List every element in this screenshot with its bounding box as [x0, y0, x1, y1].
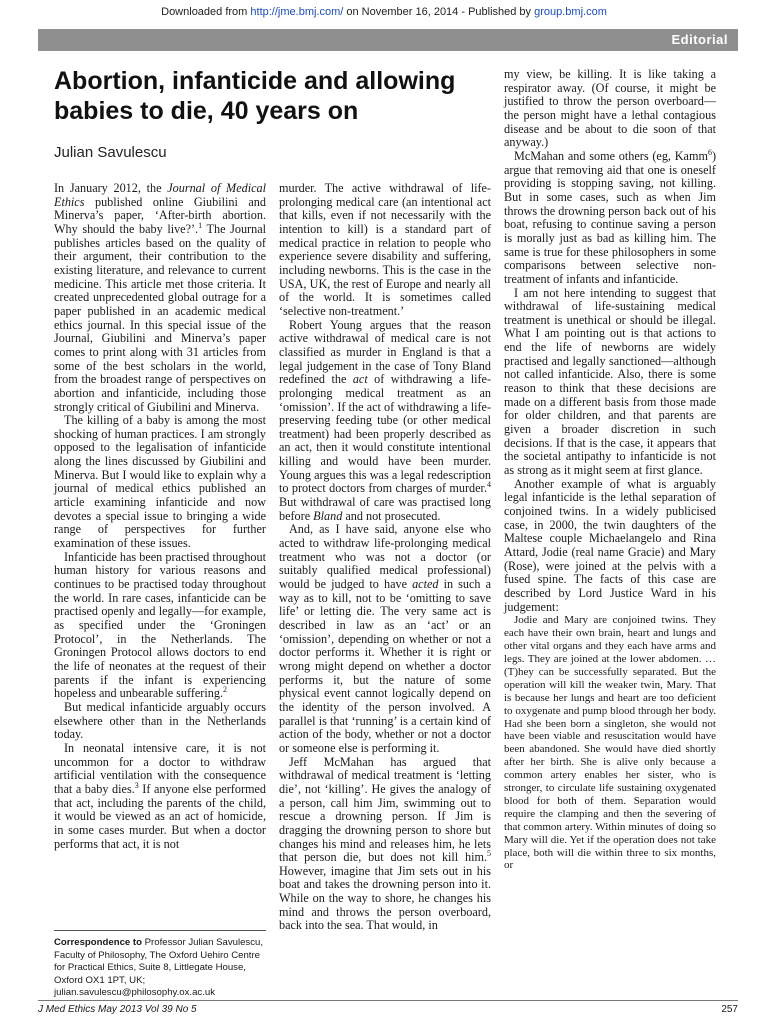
paragraph: In neonatal intensive care, it is not uncommon for a doctor to withdraw artificial ventilation with the consequence that a baby dies.$^3$ If anyone else performed that act, including the parents of the child, it would be viewed as an act of homicide, in some cases murder. But when a doctor performs that act, it is not: [54, 740, 267, 851]
reference-marker[interactable]: 1: [198, 220, 203, 230]
column-2: [279, 182, 491, 933]
paragraph: Jeff McMahan has argued that withdrawal of medical treatment is ‘letting die’, not ‘killing’. He gives the analogy of a person, call him Jim, swimming out to rescue a drowning person. If Jim is dragging the drowning person to shore but changes his mind and releases him, he lets that person die, but does not kill him.$^5$ However, imagine that Jim sets out in his boat and takes the drowning person into it. While on the way to shore, he changes his mind and throws the person overboard, back into the sea. That would, in: [279, 754, 491, 933]
paragraph: murder. The active withdrawal of life-prolonging medical care (an intentional act that kills, even if not necessarily with the intention to kill) is a standard part of medical practice in relation to people who experience severe disability and suffering, including newborns. This is the case in the USA, UK, the rest of Europe and nearly all of the world. It is sometimes called ‘selective non-treatment.’: [279, 181, 491, 318]
page-number: 257: [721, 1004, 738, 1015]
paragraph: I am not here intending to suggest that withdrawal of life-sustaining medical treatment is unethical or should be illegal. What I am pointing out is that actions to end the life of newborns are widely practised and legally sanctioned—although not called infanticide. Also, there is some reason to think that these decisions are made on a different basis from those made for older children, and that parents are given a broader discretion in such decisions. If that is the case, it appears that the societal antipathy to infanticide is not as strong as it might seem at first glance.: [504, 285, 716, 478]
reference-marker[interactable]: 3: [134, 780, 139, 790]
paragraph: Robert Young argues that the reason active withdrawal of medical care is not classified as murder in England is that a legal judgement in the case of Tony Bland redefined the act of withdrawing a life-prolonging medical treatment as an ‘omission’. If the act of withdrawing a life-preserving feeding tube (or other medical treatment) had been properly described as an act, then it would constitute intentional killing and would have been murder. Young argues this was a legal redescription to protect doctors from charges of murder.$^4$ But withdrawal of care was practised long before Bland and not prosecuted.: [279, 317, 492, 523]
article-title: Abortion, infanticide and allowing babies to die, 40 years on: [54, 67, 456, 125]
paragraph: And, as I have said, anyone else who acted to withdraw life-prolonging medical treatment who was not a doctor (or suitably qualified medical professional) would be judged to have acted in such a way as to kill, not to be ‘omitting to save life’ or letting die. The very same act is described in law as an ‘act’ or an ‘omission’, depending on whether or not a doctor performs it. Whether it is right or wrong might depend on whether a doctor performs it, but the nature of some physical event cannot logically depend on the identity of the person involved. A parallel is that ‘running’ is a certain kind of action of the body, whether or not a doctor or someone else is performing it.: [279, 522, 491, 755]
article-author: Julian Savulescu: [54, 144, 167, 161]
footer-citation: J Med Ethics May 2013 Vol 39 No 5: [38, 1004, 197, 1015]
section-label: Editorial: [671, 32, 728, 47]
reference-marker[interactable]: 6: [707, 147, 712, 157]
paragraph: In January 2012, the Journal of Medical Ethics published online Giubilini and Minerva’s paper, ‘After-birth abortion. Why should the baby live?’.$^1$ The Journal publishes articles based on the quality of their argument, their contribution to the existing literature, and relevance to current medicine. This article met those criteria. It created unprecedented global outrage for a paper published in an academic medical ethics journal. In this special issue of the Journal, Giubilini and Minerva’s paper comes to print along with 31 articles from some of the best scholars in the world, from the broadest range of perspectives on abortion and infanticide, including those strongly critical of Giubilini and Minerva.: [54, 181, 266, 414]
block-quote: Jodie and Mary are conjoined twins. They each have their own brain, heart and lungs and other vital organs and they each have arms and legs. They are joined at the lower abdomen. … (T)hey can be successfully separated. But the operation will kill the weaker twin, Mary. That is because her lungs and heart are too deficient to oxygenate and pump blood through her body. Had she been born a singleton, she would not have been viable and resuscitation would have been abandoned. She would have died shortly after her birth. She is alive only because a common artery enables her sister, who is stronger, to circulate life sustaining oxygenated blood for both of them. Separation would require the clamping and then the severing of that common artery. Within minutes of doing so Mary will die. Yet if the operation does not take place, both will die within three to six months, or: [504, 614, 716, 872]
reference-marker[interactable]: 2: [223, 685, 227, 695]
download-bar: [0, 6, 768, 18]
paragraph: Infanticide has been practised throughout human history for various reasons and continues to be practised today throughout the world. In rare cases, infanticide can be practised openly and legally—for example, as specified under the ‘Groningen Protocol’, in the Netherlands. The Groningen Protocol allows doctors to end the life of neonates at the request of their parents if the infant is experiencing hopeless and unbearable suffering.$^2$: [54, 549, 266, 701]
publisher-link[interactable]: group.bmj.com: [534, 6, 607, 18]
paragraph: The killing of a baby is among the most shocking of human practices. I am strongly opposed to the legalisation of infanticide along the lines discussed by Giubilini and Minerva. But I would like to explain why a journal of medical ethics published an article examining infanticide and now devotes a special issue to bringing a wide range of perspectives for further examination of these issues.: [54, 413, 266, 551]
paragraph: McMahan and some others (eg, Kamm$^6$) argue that removing aid that one is oneself providing is stopping saving, not killing. But in some cases, such as when Jim throws the drowning person back out of his boat, refusing to continue saving a person is morally just as bad as killing him. The same is true for these philosophers in some comparisons between selective non-treatment of infants and infanticide.: [504, 147, 716, 286]
correspondence-text: Professor Julian Savulescu, Faculty of Philosophy, The Oxford Uehiro Centre for Practical Ethics, Suite 8, Littlegate House, Oxford OX1 1PT, UK; julian.savulescu@philosophy.ox.ac.uk: [54, 937, 264, 999]
download-middle: on November 16, 2014 - Published by: [343, 6, 535, 18]
paragraph: But medical infanticide arguably occurs elsewhere other than in the Netherlands today.: [54, 699, 266, 742]
section-bar: [38, 29, 738, 51]
column-1: [54, 182, 266, 851]
column-3: [504, 68, 716, 872]
reference-marker[interactable]: 4: [487, 480, 491, 490]
download-prefix: Downloaded from: [161, 6, 251, 18]
paragraph: my view, be killing. It is like taking a respirator away. (Of course, it might be justified to throw the person overboard—the person might have a lethal contagious disease and be about to die soon of that anyway.): [504, 67, 716, 150]
journal-url-link[interactable]: http://jme.bmj.com/: [250, 6, 344, 18]
reference-marker[interactable]: 5: [487, 849, 491, 859]
page-footer: [38, 1000, 738, 1017]
correspondence-note: [54, 930, 266, 1000]
paragraph: Another example of what is arguably legal infanticide is the lethal separation of conjoined twins. In a widely publicised case, in 2000, the twin daughters of the Maltese couple Michaelangelo and Rina Attard, Jodie (real name Gracie) and Mary (Rose), were joined at the pelvis with a fused spine. The facts of this case are described by Lord Justice Ward in his judgement:: [504, 476, 716, 614]
correspondence-label: Correspondence to: [54, 937, 142, 948]
